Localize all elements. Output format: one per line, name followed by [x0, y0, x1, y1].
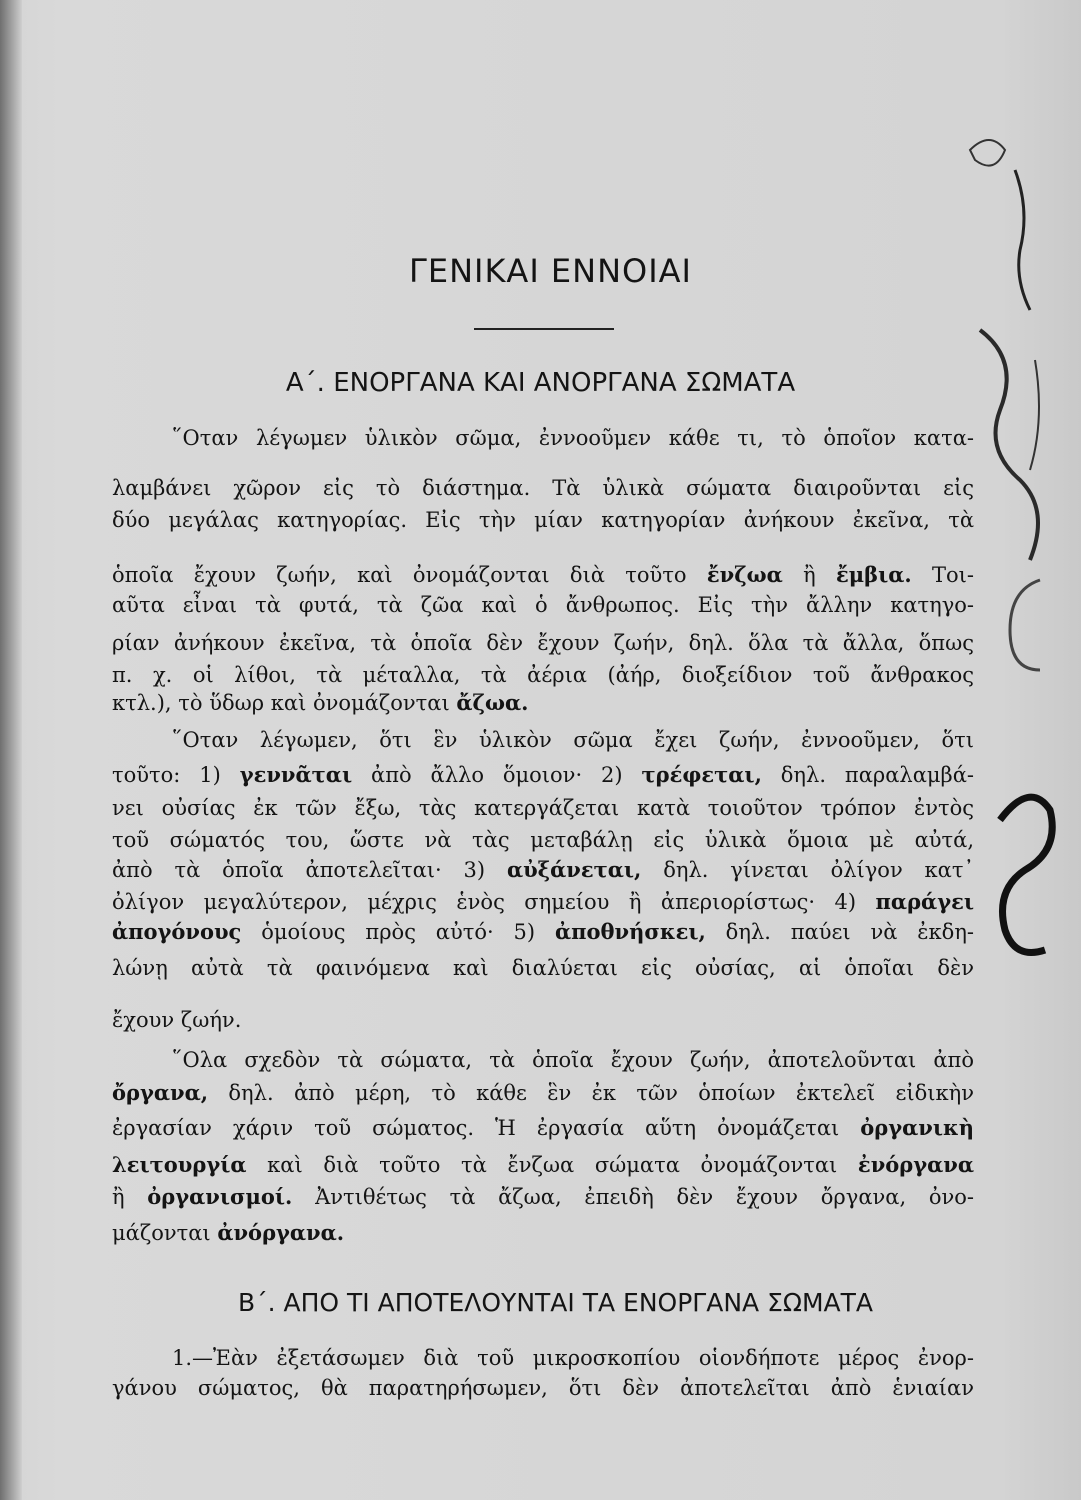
- text-run: ἢ: [782, 563, 836, 587]
- text-line: [112, 660, 974, 690]
- text-run: 1.—Ἐὰν ἐξετάσωμεν διὰ τοῦ μικροσκοπίου οἱονδήποτε μέρος ἐνορ-: [172, 1346, 974, 1370]
- text-line: [112, 953, 974, 983]
- text-run: Ἀντιθέτως τὰ ἄζωα, ἐπειδὴ δὲν ἔχουν ὄργανα, ὀνο-: [292, 1185, 974, 1209]
- text-line: [112, 1218, 974, 1248]
- text-line: [112, 1150, 974, 1180]
- handwritten-margin-scribble: [940, 60, 1080, 980]
- bold-term: ἀνόργανα.: [217, 1220, 345, 1245]
- text-run: Τοι-: [911, 563, 974, 587]
- text-run: δηλ. ἀπὸ μέρη, τὸ κάθε ἓν ἐκ τῶν ὁποίων ἐκτελεῖ εἰδικὴν: [208, 1081, 974, 1105]
- text-run: δηλ. παύει νὰ ἐκδη-: [705, 920, 974, 944]
- text-run: ῞Οταν λέγωμεν, ὅτι ἓν ὑλικὸν σῶμα ἔχει ζωήν, ἐννοοῦμεν, ὅτι: [172, 728, 974, 752]
- text-line: [112, 1373, 974, 1403]
- text-run: λώνῃ αὐτὰ τὰ φαινόμενα καὶ διαλύεται εἰς οὐσίας, αἱ ὁποῖαι δὲν: [112, 956, 974, 980]
- text-run: ὀλίγον μεγαλύτερον, μέχρις ἑνὸς σημείου ἢ ἀπεριορίστως· 4): [112, 890, 876, 914]
- text-line: [112, 1078, 974, 1108]
- text-run: καὶ διὰ τοῦτο τὰ ἔνζωα σώματα ὀνομάζονται: [246, 1153, 858, 1177]
- bold-term: ἀπογόνους: [112, 919, 242, 944]
- bold-term: λειτουργία: [112, 1152, 247, 1177]
- text-line: [172, 423, 974, 453]
- text-run: ρίαν ἀνήκουν ἐκεῖνα, τὰ ὁποῖα δὲν ἔχουν ζωήν, δηλ. ὅλα τὰ ἄλλα, ὅπως: [112, 631, 974, 655]
- text-line: [172, 1045, 974, 1075]
- text-run: ῞Ολα σχεδὸν τὰ σώματα, τὰ ὁποῖα ἔχουν ζωήν, ἀποτελοῦνται ἀπὸ: [172, 1048, 974, 1072]
- text-line: [112, 917, 974, 947]
- text-line: [112, 473, 974, 503]
- bold-term: ὀργανικὴ: [860, 1115, 974, 1140]
- text-run: νει οὐσίας ἐκ τῶν ἔξω, τὰς κατεργάζεται κατὰ τοιοῦτον τρόπον ἐντὸς: [112, 796, 974, 820]
- chapter-title: ΓΕΝΙΚΑΙ ΕΝΝΟΙΑΙ: [409, 252, 692, 290]
- text-line: [112, 1113, 974, 1143]
- text-run: αῦτα εἶναι τὰ φυτά, τὰ ζῶα καὶ ὁ ἄνθρωπος. Εἰς τὴν ἄλλην κατηγο-: [112, 593, 974, 617]
- text-run: ἀπὸ ἄλλο ὅμοιον· 2): [352, 763, 642, 787]
- bold-term: ἀποθνήσκει,: [554, 919, 706, 944]
- text-run: γάνου σώματος, θὰ παρατηρήσωμεν, ὅτι δὲν ἀποτελεῖται ἀπὸ ἑνιαίαν: [112, 1376, 974, 1400]
- text-line: [172, 1343, 974, 1373]
- bold-term: ὄργανα,: [112, 1080, 209, 1105]
- text-line: [172, 725, 974, 755]
- text-run: π. χ. οἱ λίθοι, τὰ μέταλλα, τὰ ἀέρια (ἀήρ, διοξείδιον τοῦ ἄνθρακος: [112, 663, 974, 687]
- page-spine-shadow: [0, 0, 22, 1500]
- section-a-heading: Α΄. ΕΝΟΡΓΑΝΑ ΚΑΙ ΑΝΟΡΓΑΝΑ ΣΩΜΑΤΑ: [285, 368, 796, 398]
- text-line: [112, 760, 974, 790]
- text-run: δύο μεγάλας κατηγορίας. Εἰς τὴν μίαν κατηγορίαν ἀνήκουν ἐκεῖνα, τὰ: [112, 508, 974, 532]
- text-run: κτλ.), τὸ ὕδωρ καὶ ὀνομάζονται: [112, 691, 457, 715]
- bold-term: αὐξάνεται,: [506, 857, 642, 882]
- text-run: ῞Οταν λέγωμεν ὑλικὸν σῶμα, ἐννοοῦμεν κάθε τι, τὸ ὁποῖον κατα-: [172, 426, 974, 450]
- title-divider: [474, 328, 614, 330]
- section-b-heading: Β΄. ΑΠΟ ΤΙ ΑΠΟΤΕΛΟΥΝΤΑΙ ΤΑ ΕΝΟΡΓΑΝΑ ΣΩΜΑΤΑ: [237, 1288, 874, 1317]
- text-run: δηλ. γίνεται ὀλίγον κατ᾽: [641, 858, 974, 882]
- text-run: ἢ: [112, 1185, 148, 1209]
- bold-term: ἐνόργανα: [857, 1152, 974, 1177]
- text-line: [112, 688, 974, 718]
- text-line: [112, 590, 974, 620]
- text-run: ἀπὸ τὰ ὁποῖα ἀποτελεῖται· 3): [112, 858, 507, 882]
- text-run: τοῦτο: 1): [112, 763, 240, 787]
- bold-term: ἔνζωα: [706, 562, 783, 587]
- text-line: [112, 505, 974, 535]
- text-line: [112, 825, 974, 855]
- bold-term: γεννᾶται: [239, 762, 353, 787]
- text-line: [112, 855, 974, 885]
- bold-term: παράγει: [875, 889, 974, 914]
- text-line: [112, 1182, 974, 1212]
- bold-term: ἔμβια.: [836, 562, 912, 587]
- text-line: [112, 887, 974, 917]
- text-run: ὁμοίους πρὸς αὐτό· 5): [241, 920, 555, 944]
- text-line: [112, 1005, 974, 1035]
- text-run: τοῦ σώματός του, ὥστε νὰ τὰς μεταβάλῃ εἰς ὑλικὰ ὅμοια μὲ αὐτά,: [112, 828, 974, 852]
- bold-term: τρέφεται,: [641, 762, 762, 787]
- text-run: μάζονται: [112, 1221, 218, 1245]
- text-run: ἐργασίαν χάριν τοῦ σώματος. Ἡ ἐργασία αὕτη ὀνομάζεται: [112, 1116, 861, 1140]
- text-line: [112, 560, 974, 590]
- bold-term: ὀργανισμοί.: [147, 1184, 293, 1209]
- text-line: [112, 628, 974, 658]
- text-run: ἔχουν ζωήν.: [112, 1008, 242, 1032]
- bold-term: ἄζωα.: [456, 690, 529, 715]
- text-run: ὁποῖα ἔχουν ζωήν, καὶ ὀνομάζονται διὰ τοῦτο: [112, 563, 707, 587]
- text-run: λαμβάνει χῶρον εἰς τὸ διάστημα. Τὰ ὑλικὰ σώματα διαιροῦνται εἰς: [112, 476, 974, 500]
- text-run: δηλ. παραλαμβά-: [761, 763, 974, 787]
- text-line: [112, 793, 974, 823]
